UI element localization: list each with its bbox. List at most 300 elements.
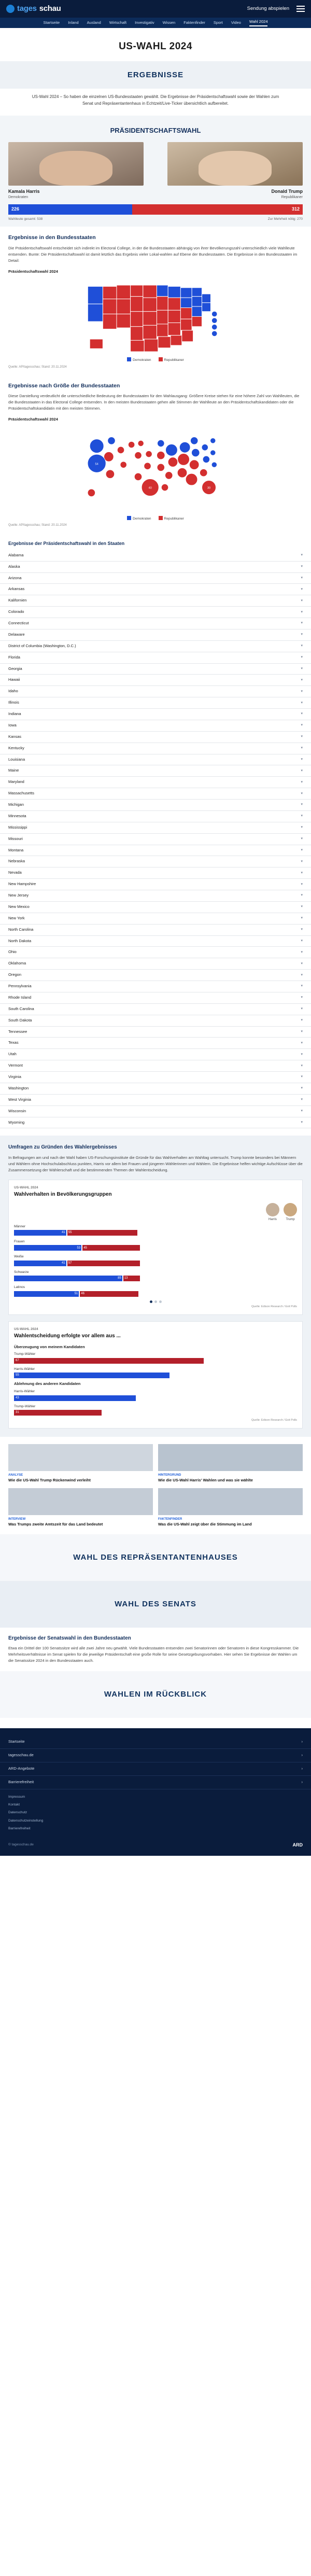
state-row[interactable] bbox=[0, 834, 311, 845]
state-row[interactable] bbox=[0, 800, 311, 811]
candidate-harris bbox=[8, 142, 144, 200]
state-row[interactable] bbox=[0, 992, 311, 1004]
chevron-down-icon[interactable]: ▾ bbox=[301, 610, 303, 614]
state-row[interactable] bbox=[0, 1038, 311, 1049]
logo-text-1: tages bbox=[17, 4, 37, 13]
group-rep-bar: 13 bbox=[123, 1276, 140, 1281]
chevron-down-icon[interactable]: ▾ bbox=[301, 916, 303, 920]
state-row[interactable] bbox=[0, 584, 311, 595]
chevron-down-icon[interactable]: ▾ bbox=[301, 882, 303, 886]
card1-head-harris: Harris bbox=[266, 1203, 279, 1222]
card2-section1-label: Überzeugung von meinem Kandidaten bbox=[14, 1344, 85, 1349]
state-row[interactable] bbox=[0, 595, 311, 607]
state-row[interactable] bbox=[0, 981, 311, 992]
states-list-heading: Ergebnisse der Präsidentschaftswahl in den Staaten bbox=[8, 540, 125, 546]
state-row[interactable] bbox=[0, 641, 311, 652]
copyright: © tagesschau.de bbox=[8, 1843, 34, 1847]
nav-item-wissen[interactable]: Wissen bbox=[162, 20, 176, 25]
state-row[interactable] bbox=[0, 777, 311, 788]
footer-row[interactable] bbox=[0, 1735, 311, 1749]
state-row[interactable] bbox=[0, 1060, 311, 1072]
state-row[interactable] bbox=[0, 607, 311, 618]
logo-dot-icon bbox=[6, 5, 15, 13]
state-name: Kansas bbox=[8, 734, 22, 739]
chevron-down-icon[interactable]: ▾ bbox=[301, 701, 303, 705]
state-row[interactable] bbox=[0, 754, 311, 766]
teaser-thumb-3 bbox=[8, 1488, 153, 1515]
senate-band: WAHL DES SENATS bbox=[0, 1581, 311, 1628]
state-row[interactable] bbox=[0, 788, 311, 800]
group-rep-bar: 57 bbox=[67, 1261, 140, 1266]
duel-title: PRÄSIDENTSCHAFTSWAHL bbox=[110, 126, 201, 134]
svg-text:54: 54 bbox=[95, 462, 98, 466]
group-rep-bar: 55 bbox=[67, 1230, 137, 1236]
map2-source: Quelle: AP/tagesschau; Stand: 20.11.2024 bbox=[8, 524, 67, 527]
state-name: Oklahoma bbox=[8, 961, 26, 966]
state-name: Wyoming bbox=[8, 1119, 25, 1125]
card1-source: Quelle: Edison Research / Exit Polls bbox=[251, 1305, 297, 1308]
president-duel bbox=[0, 116, 311, 227]
footer-link[interactable]: Datenschutzeinstellung bbox=[8, 1818, 44, 1823]
survey-section bbox=[0, 1136, 311, 1437]
teaser-thumb-1 bbox=[8, 1444, 153, 1471]
svg-text:30: 30 bbox=[207, 486, 211, 490]
state-row[interactable] bbox=[0, 879, 311, 890]
state-name: North Dakota bbox=[8, 938, 32, 943]
state-name: Alaska bbox=[8, 564, 20, 569]
states-list bbox=[0, 550, 311, 1129]
nav-item-startseite[interactable]: Startseite bbox=[43, 20, 60, 25]
survey-card-motivation bbox=[8, 1321, 303, 1429]
state-row[interactable] bbox=[0, 845, 311, 857]
state-name: Minnesota bbox=[8, 813, 26, 818]
chevron-down-icon[interactable]: ▾ bbox=[301, 961, 303, 965]
footer-link[interactable]: Impressum bbox=[8, 1795, 25, 1799]
state-row[interactable] bbox=[0, 811, 311, 822]
state-name: Ohio bbox=[8, 949, 17, 955]
state-name: Nevada bbox=[8, 870, 22, 875]
group-rep-bar: 46 bbox=[80, 1291, 138, 1297]
harris-portrait bbox=[8, 142, 144, 186]
teaser-card[interactable] bbox=[8, 1488, 153, 1527]
state-row[interactable] bbox=[0, 856, 311, 867]
state-name: North Carolina bbox=[8, 927, 34, 932]
chevron-down-icon[interactable]: ▾ bbox=[301, 1052, 303, 1056]
chevron-down-icon[interactable]: ▾ bbox=[301, 996, 303, 1000]
state-row[interactable] bbox=[0, 720, 311, 732]
page-title: US-WAHL 2024 bbox=[119, 41, 192, 52]
teaser-title: Was Trumps zweite Amtszeit für das Land bedeutet bbox=[8, 1521, 103, 1527]
results-band: ERGEBNISSE bbox=[0, 61, 311, 89]
top-bar bbox=[0, 0, 311, 18]
chevron-right-icon[interactable]: › bbox=[301, 1739, 303, 1744]
motivation-bar: 43 bbox=[14, 1395, 136, 1401]
survey-group-row bbox=[14, 1239, 297, 1251]
chevron-down-icon[interactable]: ▾ bbox=[301, 1109, 303, 1113]
state-row[interactable] bbox=[0, 925, 311, 936]
map2-desc: Diese Darstellung verdeutlicht die unterschiedliche Bedeutung der Bundesstaaten für den Wahlausgang: Größere Kreise stehen für eine höhere Zahl von Wahlleuten, die die Bundesstaaten in das Electoral College entsenden. In den meisten Bundesstaaten gehen alle Stimmen der Wahlleute an den Präsidentschaftskandidaten oder die Präsidentschaftskandidatin mit den meisten Stimmen. bbox=[8, 393, 300, 411]
state-name: Mississippi bbox=[8, 824, 27, 830]
logo-text-2: schau bbox=[39, 4, 61, 13]
footer-link[interactable]: Barrierefreiheit bbox=[8, 1827, 31, 1831]
state-name: Maryland bbox=[8, 779, 24, 785]
state-name: Alabama bbox=[8, 552, 24, 557]
state-name: Arizona bbox=[8, 575, 22, 580]
chevron-down-icon[interactable]: ▾ bbox=[301, 735, 303, 739]
state-row[interactable] bbox=[0, 1072, 311, 1083]
chevron-down-icon[interactable]: ▾ bbox=[301, 565, 303, 569]
map1-sub-label: Präsidentschaftswahl 2024 bbox=[8, 269, 58, 274]
chevron-down-icon[interactable]: ▾ bbox=[301, 791, 303, 795]
chevron-down-icon[interactable]: ▾ bbox=[301, 939, 303, 943]
state-name: Delaware bbox=[8, 632, 25, 637]
card1-head-trump: Trump bbox=[284, 1203, 297, 1222]
chevron-right-icon[interactable]: › bbox=[301, 1766, 303, 1771]
state-name: New Hampshire bbox=[8, 881, 36, 887]
nav-item-inland[interactable]: Inland bbox=[68, 20, 79, 25]
nav-item-wirtschaft[interactable]: Wirtschaft bbox=[109, 20, 127, 25]
state-name: Wisconsin bbox=[8, 1108, 26, 1113]
state-row[interactable] bbox=[0, 822, 311, 834]
state-name: Kentucky bbox=[8, 745, 24, 750]
state-row[interactable] bbox=[0, 890, 311, 902]
trump-thumb bbox=[284, 1203, 297, 1216]
teaser-card[interactable] bbox=[158, 1488, 303, 1527]
map1-source: Quelle: AP/tagesschau; Stand: 20.11.2024 bbox=[8, 365, 67, 369]
chevron-down-icon[interactable]: ▾ bbox=[301, 587, 303, 591]
chevron-down-icon[interactable]: ▾ bbox=[301, 712, 303, 716]
chevron-right-icon[interactable]: › bbox=[301, 1752, 303, 1757]
teaser-title: Wie die US-Wahl Harris' Wahlen und was sie wählte bbox=[158, 1477, 253, 1482]
motivation-bar: 31 bbox=[14, 1410, 102, 1416]
state-row[interactable] bbox=[0, 1095, 311, 1106]
nav-item-wahl-2024[interactable]: Wahl 2024 bbox=[249, 19, 268, 27]
state-row[interactable] bbox=[0, 686, 311, 697]
card1-kicker: US-WAHL 2024 bbox=[14, 1185, 38, 1189]
group-dem-bar: 53 bbox=[14, 1245, 81, 1251]
state-name: Rhode Island bbox=[8, 995, 32, 1000]
footer bbox=[0, 1728, 311, 1856]
state-name: Missouri bbox=[8, 836, 23, 841]
chevron-down-icon[interactable]: ▾ bbox=[301, 757, 303, 761]
chevron-down-icon[interactable]: ▾ bbox=[301, 666, 303, 670]
chevron-down-icon[interactable]: ▾ bbox=[301, 576, 303, 580]
state-row[interactable] bbox=[0, 664, 311, 675]
chevron-down-icon[interactable]: ▾ bbox=[301, 984, 303, 988]
state-name: West Virginia bbox=[8, 1097, 31, 1102]
state-row[interactable] bbox=[0, 958, 311, 970]
main-nav bbox=[0, 18, 311, 28]
group-dem-bar: 51 bbox=[14, 1291, 79, 1297]
state-name: Iowa bbox=[8, 722, 17, 727]
chevron-down-icon[interactable]: ▾ bbox=[301, 871, 303, 875]
survey-desc: In Befragungen am und nach der Wahl haben US-Forschungsinstitute die Gründe für das Wahlverhalten am Wahltag untersucht. Trump konnte besonders bei Männern und Wählern ohne Hochschulabschluss punkten, Harris vor allem bei Frauen und jüngeren Wählerinnen und Wählern. Die Ergebnisse helfen wichtige Aufschlüsse über die Zusammensetzung der Wählerschaft und die bestimmenden Themen der Wahlentscheidung. bbox=[8, 1155, 303, 1172]
map2-heading: Ergebnisse nach Größe der Bundesstaaten bbox=[8, 382, 120, 389]
state-name: Colorado bbox=[8, 609, 24, 614]
state-row[interactable] bbox=[0, 947, 311, 958]
chevron-down-icon[interactable]: ▾ bbox=[301, 621, 303, 625]
review-band: WAHLEN IM RÜCKBLICK bbox=[0, 1671, 311, 1718]
group-label: Schwarze bbox=[14, 1270, 29, 1274]
card2-source: Quelle: Edison Research / Exit Polls bbox=[251, 1418, 297, 1422]
map1-heading: Ergebnisse in den Bundesstaaten bbox=[8, 234, 96, 241]
teaser-tag: INTERVIEW bbox=[8, 1518, 26, 1521]
chevron-down-icon[interactable]: ▾ bbox=[301, 950, 303, 954]
state-results-block bbox=[0, 227, 311, 374]
teaser-title: Wie die US-Wahl Trump Rückenwind verleiht bbox=[8, 1477, 91, 1482]
chevron-down-icon[interactable]: ▾ bbox=[301, 780, 303, 784]
state-name: Virginia bbox=[8, 1074, 21, 1080]
state-name: Kalifornien bbox=[8, 598, 27, 603]
trump-name: Donald Trump bbox=[271, 188, 303, 194]
chevron-down-icon[interactable]: ▾ bbox=[301, 928, 303, 932]
motivation-label: Harris-Wähler bbox=[14, 1390, 35, 1394]
footer-row-label: Barrierefreiheit bbox=[8, 1779, 34, 1784]
state-name: Maine bbox=[8, 768, 19, 773]
chevron-down-icon[interactable]: ▾ bbox=[301, 825, 303, 830]
motivation-row bbox=[14, 1389, 297, 1401]
group-rep-bar: 45 bbox=[82, 1245, 140, 1251]
footer-link[interactable]: Kontakt bbox=[8, 1802, 20, 1807]
svg-text:40: 40 bbox=[148, 486, 152, 490]
state-row[interactable] bbox=[0, 562, 311, 573]
state-name: Michigan bbox=[8, 802, 24, 807]
card1-title: Wahlverhalten in Bevölkerungsgruppen bbox=[14, 1192, 112, 1198]
state-name: Georgia bbox=[8, 666, 22, 671]
chevron-down-icon[interactable]: ▾ bbox=[301, 1086, 303, 1090]
state-name: District of Columbia (Washington, D.C.) bbox=[8, 643, 76, 648]
candidate-trump bbox=[167, 142, 303, 200]
footer-row[interactable] bbox=[0, 1762, 311, 1776]
footer-row[interactable] bbox=[0, 1776, 311, 1789]
state-row[interactable] bbox=[0, 867, 311, 879]
chevron-down-icon[interactable]: ▾ bbox=[301, 644, 303, 648]
chevron-down-icon[interactable]: ▾ bbox=[301, 768, 303, 773]
state-name: Florida bbox=[8, 654, 20, 660]
group-label: Männer bbox=[14, 1224, 26, 1228]
state-row[interactable] bbox=[0, 550, 311, 562]
state-row[interactable] bbox=[0, 1004, 311, 1015]
teaser-tag: ANALYSE bbox=[8, 1473, 23, 1477]
card2-kicker: US-WAHL 2024 bbox=[14, 1327, 38, 1331]
group-label: Weiße bbox=[14, 1255, 24, 1259]
state-name: Washington bbox=[8, 1085, 29, 1090]
state-row[interactable] bbox=[0, 709, 311, 720]
state-row[interactable] bbox=[0, 902, 311, 913]
legend-rep-map1: Republikaner bbox=[159, 357, 184, 362]
state-name: Connecticut bbox=[8, 621, 29, 626]
motivation-label: Trump-Wähler bbox=[14, 1352, 36, 1356]
senate-note-desc: Etwa ein Drittel der 100 Senatssitze wird alle zwei Jahre neu gewählt. Viele Bundesstaaten entsenden zwei Senatorinnen oder Senatoren in diese Kongresskammer. Die Mehrheitsverhältnisse im Senat spielen für die jeweilige Präsidentschaft eine große Rolle für seine Gesetzgebungsvorhaben. Hier sehen Sie Ergebnisse der Wahlen um die Senatssitze 2024 in den Bundesstaaten auch. bbox=[8, 1646, 299, 1663]
state-row[interactable] bbox=[0, 618, 311, 629]
harris-party: Demokraten bbox=[8, 195, 29, 199]
state-name: Indiana bbox=[8, 711, 21, 717]
survey-group-row bbox=[14, 1254, 297, 1266]
survey-group-row bbox=[14, 1285, 297, 1296]
carousel-dots[interactable] bbox=[14, 1300, 297, 1303]
state-row[interactable] bbox=[0, 913, 311, 925]
harris-thumb bbox=[266, 1203, 279, 1216]
footer-row[interactable] bbox=[0, 1749, 311, 1762]
chevron-down-icon[interactable]: ▾ bbox=[301, 848, 303, 852]
chevron-down-icon[interactable]: ▾ bbox=[301, 553, 303, 557]
chevron-down-icon[interactable]: ▾ bbox=[301, 803, 303, 807]
nav-item-investigativ[interactable]: Investigativ bbox=[135, 20, 154, 25]
chevron-down-icon[interactable]: ▾ bbox=[301, 723, 303, 727]
chevron-down-icon[interactable]: ▾ bbox=[301, 1018, 303, 1023]
senate-note-heading: Ergebnisse der Senatswahl in den Bundesstaaten bbox=[8, 1635, 131, 1641]
state-name: Louisiana bbox=[8, 757, 25, 762]
motivation-bar: 55 bbox=[14, 1373, 169, 1378]
chevron-down-icon[interactable]: ▾ bbox=[301, 1120, 303, 1124]
state-name: Arkansas bbox=[8, 586, 25, 592]
chevron-down-icon[interactable]: ▾ bbox=[301, 837, 303, 841]
state-row[interactable] bbox=[0, 1117, 311, 1129]
survey-card-groups bbox=[8, 1180, 303, 1315]
bubble-results-block bbox=[0, 375, 311, 533]
motivation-bar: 67 bbox=[14, 1358, 204, 1364]
state-row[interactable] bbox=[0, 1015, 311, 1027]
state-row[interactable] bbox=[0, 652, 311, 664]
state-row[interactable] bbox=[0, 573, 311, 584]
chevron-down-icon[interactable]: ▾ bbox=[301, 1098, 303, 1102]
majority-note: Zur Mehrheit nötig: 270 bbox=[267, 217, 303, 221]
teaser-thumb-2 bbox=[158, 1444, 303, 1471]
survey-group-row bbox=[14, 1270, 297, 1281]
senate-note bbox=[0, 1628, 311, 1672]
state-name: Oregon bbox=[8, 972, 22, 977]
chevron-down-icon[interactable]: ▾ bbox=[301, 678, 303, 682]
teaser-tag: HINTERGRUND bbox=[158, 1473, 181, 1477]
state-name: Utah bbox=[8, 1052, 17, 1057]
state-row[interactable] bbox=[0, 743, 311, 754]
state-row[interactable] bbox=[0, 629, 311, 641]
survey-group-row bbox=[14, 1224, 297, 1236]
nav-item-video[interactable]: Video bbox=[231, 20, 241, 25]
chevron-down-icon[interactable]: ▾ bbox=[301, 905, 303, 909]
hamburger-icon[interactable] bbox=[296, 6, 305, 12]
state-row[interactable] bbox=[0, 1106, 311, 1117]
usa-choropleth-map[interactable] bbox=[8, 276, 303, 354]
state-row[interactable] bbox=[0, 675, 311, 686]
chevron-down-icon[interactable]: ▾ bbox=[301, 1075, 303, 1079]
state-name: Idaho bbox=[8, 689, 18, 694]
group-label: Frauen bbox=[14, 1239, 25, 1243]
group-dem-bar: 85 bbox=[14, 1276, 122, 1281]
ard-logo: ARD bbox=[292, 1842, 303, 1847]
footer-links bbox=[0, 1789, 311, 1837]
trump-electoral-votes: 312 bbox=[132, 204, 303, 215]
electoral-vote-bar bbox=[8, 204, 303, 215]
state-name: Montana bbox=[8, 847, 24, 852]
state-name: Illinois bbox=[8, 700, 19, 705]
group-dem-bar: 41 bbox=[14, 1261, 66, 1266]
chevron-down-icon[interactable]: ▾ bbox=[301, 689, 303, 693]
page-intro: US-Wahl 2024 – So haben die einzelnen US-Bundesstaaten gewählt. Die Ergebnisse der Präsidentschaftswahl sowie der Wahlen zum Senat und Repräsentantenhaus in Echtzeit/Live-Ticker übersichtlich aufbereitet. bbox=[32, 94, 279, 106]
state-name: South Carolina bbox=[8, 1006, 34, 1011]
motivation-row bbox=[14, 1367, 297, 1378]
trump-portrait bbox=[167, 142, 303, 186]
motivation-label: Harris-Wähler bbox=[14, 1367, 35, 1371]
state-name: South Dakota bbox=[8, 1017, 32, 1023]
teaser-card[interactable] bbox=[8, 1444, 153, 1483]
map1-desc: Die Präsidentschaftswahl entscheidet sich indirekt im Electoral College, in der die Bundesstaaten abhängig von ihrer Bevölkerungszahl unterschiedlich viele Wahlleute entsenden. Bunte: Die Präsidentschaftswahl ist damit letztlich das Ergebnis vieler Lokal-wahlen auf Ebene der Bundesstaaten. Die Ergebnisse in den Bundesstaaten im Detail: bbox=[8, 245, 298, 263]
nav-item-ausland[interactable]: Ausland bbox=[87, 20, 101, 25]
state-name: Hawaii bbox=[8, 677, 20, 682]
state-name: Texas bbox=[8, 1040, 19, 1045]
group-label: Latinos bbox=[14, 1285, 25, 1290]
group-dem-bar: 41 bbox=[14, 1230, 66, 1236]
footer-row-label: tagesschau.de bbox=[8, 1752, 34, 1757]
chevron-down-icon[interactable]: ▾ bbox=[301, 633, 303, 637]
teaser-title: Was die US-Wahl zeigt über die Stimmung im Land bbox=[158, 1521, 252, 1527]
chevron-down-icon[interactable]: ▾ bbox=[301, 973, 303, 977]
footer-row-label: Startseite bbox=[8, 1739, 25, 1744]
teaser-grid bbox=[0, 1437, 311, 1534]
teaser-card[interactable] bbox=[158, 1444, 303, 1483]
chevron-right-icon[interactable]: › bbox=[301, 1779, 303, 1784]
chevron-down-icon[interactable]: ▾ bbox=[301, 1041, 303, 1045]
motivation-label: Trump-Wähler bbox=[14, 1404, 36, 1408]
state-row[interactable] bbox=[0, 936, 311, 947]
chevron-down-icon[interactable]: ▾ bbox=[301, 1007, 303, 1011]
survey-heading: Umfragen zu Gründen des Wahlergebnisses bbox=[8, 1144, 117, 1151]
harris-electoral-votes: 226 bbox=[8, 204, 132, 215]
motivation-row bbox=[14, 1352, 297, 1363]
footer-row-label: ARD-Angebote bbox=[8, 1766, 35, 1771]
state-row[interactable] bbox=[0, 970, 311, 981]
chevron-down-icon[interactable]: ▾ bbox=[301, 598, 303, 603]
play-stream-label[interactable]: Sendung abspielen bbox=[247, 6, 289, 12]
state-row[interactable] bbox=[0, 1027, 311, 1038]
state-row[interactable] bbox=[0, 765, 311, 777]
usa-bubble-map[interactable] bbox=[8, 425, 303, 513]
state-name: New Jersey bbox=[8, 893, 29, 898]
chevron-down-icon[interactable]: ▾ bbox=[301, 655, 303, 660]
card2-section2-label: Ablehnung des anderen Kandidaten bbox=[14, 1381, 81, 1387]
chevron-down-icon[interactable]: ▾ bbox=[301, 893, 303, 898]
state-row[interactable] bbox=[0, 732, 311, 743]
state-name: Vermont bbox=[8, 1063, 23, 1068]
legend-rep-map2: Republikaner bbox=[159, 516, 184, 521]
map2-sub-label: Präsidentschaftswahl 2024 bbox=[8, 416, 58, 422]
chevron-down-icon[interactable]: ▾ bbox=[301, 859, 303, 863]
total-electors-note: Wahlleute gesamt: 538 bbox=[8, 217, 43, 221]
legend-dem-map2: Demokraten bbox=[127, 516, 151, 521]
state-name: Pennsylvania bbox=[8, 984, 32, 989]
motivation-row bbox=[14, 1404, 297, 1416]
legend-dem-map1: Demokraten bbox=[127, 357, 151, 362]
state-row[interactable] bbox=[0, 1049, 311, 1060]
chevron-down-icon[interactable]: ▾ bbox=[301, 746, 303, 750]
state-name: Massachusetts bbox=[8, 791, 35, 796]
state-row[interactable] bbox=[0, 1083, 311, 1095]
chevron-down-icon[interactable]: ▾ bbox=[301, 1063, 303, 1068]
nav-item-faktenfinder[interactable]: Faktenfinder bbox=[183, 20, 205, 25]
harris-name: Kamala Harris bbox=[8, 188, 40, 194]
nav-item-sport[interactable]: Sport bbox=[213, 20, 223, 25]
logo[interactable] bbox=[6, 3, 61, 15]
teaser-tag: FAKTENFINDER bbox=[158, 1518, 182, 1521]
footer-link[interactable]: Datenschutz bbox=[8, 1811, 27, 1815]
state-row[interactable] bbox=[0, 697, 311, 709]
house-band: WAHL DES REPRÄSENTANTENHAUSES bbox=[0, 1534, 311, 1581]
chevron-down-icon[interactable]: ▾ bbox=[301, 1029, 303, 1033]
teaser-thumb-4 bbox=[158, 1488, 303, 1515]
state-name: Tennessee bbox=[8, 1029, 27, 1034]
chevron-down-icon[interactable]: ▾ bbox=[301, 814, 303, 818]
trump-party: Republikaner bbox=[281, 195, 303, 199]
